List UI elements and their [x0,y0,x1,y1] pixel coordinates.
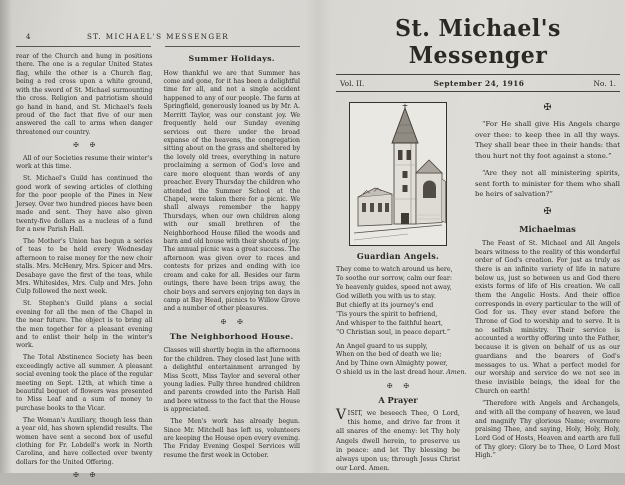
left-page-column-2 [164,53,301,485]
page-right [336,16,620,473]
left-page-columns [16,53,300,485]
scripture-quote: “Are they not all ministering spirits, sent forth to minister for them who shall be heirs of salvation?” [475,168,620,199]
left-page-header [16,32,300,43]
drop-cap: V [336,407,347,424]
paragraph: All of our Societies resume their winter's work at this time. [16,155,153,171]
figure-caption-guardian-angels: Guardian Angels. [356,251,440,261]
poem-line: “O Christian soul, in peace depart.” [336,328,451,336]
guardian-angels-poem [336,266,467,378]
issue-number: No. 1. [593,78,616,88]
paragraph: “Therefore with Angels and Archangels, and with all the company of heaven, we laud and magnify Thy glorious Name; evermore praising Thee, and saying, Holy, Holy, Holy, Lord God of Hosts, Heaven and earth are full of Thy glory: Glory be to Thee, O Lord Most High.” [475,400,620,460]
poem-line: And whisper to the faithful heart, [336,319,443,327]
paragraph: The Mother's Union has begun a series of teas to be held every Wednesday afternoon to raise money for the new choir stalls. Mrs. McHenry, Mrs. Spicer and Mrs. Desabaye gave the first of the teas, while Mrs. Whitesides, Mrs. Culp and Mrs. John Culp followed the next week. [16,237,153,296]
paragraph: How thankful we are that Summer has come and gone, for it has been a delightful time for all, and not a single accident happened to any of our people. The farm at Springfield, generously loaned us by Mr. A. Merritt Taylor, was our constant joy. We frequently held our Sunday evening services out there under the broad expanse of the heavens, the congregation sitting about on the grass and sheltered by the lovely old trees, everything in nature proclaiming a sermon of God's love and care more eloquent than words of any preacher. Every Thursday the children who attended the Summer School at the Chapel, were taken there for a picnic. We shall always remember the happy Thursdays, when our own children along with our small brethren of the Neighborhood House filled the woods and barn and old house with their shouts of joy. The annual picnic was a great success. The afternoon was given over to races and contests for prizes and ending with ice cream and cake for all. Besides our farm outings, there have been trips away, the choir boys and servers enjoying ten days in camp at Bay Head, picnics to Willow Grove and a number of other pleasures. [163,69,300,313]
page-number: 4 [26,33,31,41]
paragraph: St. Stephen's Guild plans a social evening for all the men of the Chapel in the near future. The object is to bring all the men together for a pleasant evening and to enlist their help in the winter's work. [16,300,153,350]
paragraph: St. Michael's Guild has continued the good work of sewing articles of clothing for the poor people of the Pines in New Jersey. Over two hundred pieces have been made and sent. They have also given twenty-five dollars as a nucleus of a fund for a new Parish Hall. [16,175,153,233]
left-page-column-1 [16,53,153,485]
cross-divider-icon: ✠ ✠ [73,141,96,150]
paragraph: Classes will shortly begin in the afternoons for the children. They closed last June with a delightful entertainment arranged by Miss Scott, Miss Taylor and several other young ladies. Fully three hundred children and parents crowded into the Parish Hall and bore witness to the fact that the House is appreciated. [163,347,300,414]
paragraph: The Woman's Auxiliary, though less than a year old, has shown splendid results. The women have sent a second box of useful clothing for Fr. Lobdell's work in North Carolina, and have collected over twenty dollars for the United Offering. [16,416,153,466]
right-page-column-2 [475,101,620,473]
section-heading-neighborhood-house: The Neighborhood House. [169,331,294,341]
dateline [336,74,620,92]
poem-line: And by Thine own Almighty power, [336,360,448,368]
prayer-text [336,409,460,473]
scripture-quote: “For He shall give His Angels charge over thee: to keep thee in all thy ways. They shall bear thee in their hands: that thou hurt not thy foot against a stone.” [475,120,620,161]
page-left [16,32,300,485]
poem-line: But chiefly at its journey's end [336,301,434,309]
header-rule [16,46,300,47]
cross-divider-icon: ✠ ✠ [387,382,409,391]
poem-line: An Angel guard to us supply, [336,342,428,350]
poem-line: They come to watch around us here, [336,266,453,273]
amen-label: Amen. [446,369,467,377]
poem-stanza-2 [336,342,467,379]
paragraph: rear of the Church and hung in positions there. The one is a regular United States flag, while the other is a Church flag, being a red cross upon a white ground, with the sword of St. Michael surmounting the cross. Religion and patriotism should go hand in hand, and St. Michael's feels proud of the fact that five of our men answered the call to arms when danger threatened our country. [16,53,153,136]
running-title: ST. MICHAEL'S MESSENGER [86,32,230,41]
prayer-body: ISIT, we beseech Thee, O Lord, this home, and drive far from it all snares of the enemy: let Thy holy Angels dwell herein, to preserve us in peace: and let Thy blessing be always upon us; through Jesus Christ our Lord. Amen. [336,409,460,472]
poem-line: God willeth you with us to stay. [336,292,436,300]
paragraph: The Men's work has already begun. Since Mr. Mitchell has left us, volunteers are keeping the House open every evening. The Friday Evening Gospel Services will resume the first week in October. [163,418,300,459]
poem-line: To soothe our sorrow, calm our fear: [336,274,453,282]
issue-date: September 24, 1916 [433,78,525,88]
church-engraving-icon [350,103,446,245]
michaelmas-heading: Michaelmas [519,223,576,234]
poem-line: 'Tis yours the spirit to befriend, [336,310,438,318]
right-page-columns [336,101,620,473]
right-page-column-1 [336,101,467,473]
cross-divider-icon: ✠ ✠ [220,317,243,326]
poem-line: Ye heavenly guides, speed not away, [336,283,452,291]
poem-line: O shield us in the last dread hour. Amen. [336,369,467,377]
paragraph: The Feast of St. Michael and All Angels bears witness to the reality of this wonderful order of God's creation. For just as truly as there is an infinite variety of life in nature below us, just so between us and God there exists forms of life of His creation. We call them the Angelic Hosts. And their office corresponds in every particular to the will of God for us. They ever stand before the Throne of God to worship and to serve. It is no selfish ministry. Their service is accounted a worthy offering unto the Father, because it is given on behalf of us as our guardians and the bearers of God's messages to us. What a perfect model for our worship and service do we not see in these invisible beings, the ideal for the Church on earth! [475,239,620,395]
church-illustration [349,102,447,246]
section-heading-summer-holidays: Summer Holidays. [188,54,276,63]
paragraph: The Total Abstinence Society has been exceedingly active all summer. A pleasant social evening took the place of the regular meeting on Sept. 12th, at which time a beautiful boquet of flowers was presented to Miss Leaf and a sum of money to purchase books to the Vicar. [16,354,153,412]
maltese-cross-icon: ✠ [543,102,552,113]
poem-line: When on the bed of death we lie; [336,351,442,359]
masthead-title: St. Michael's Messenger [395,14,561,70]
cross-divider-icon: ✠ ✠ [73,471,96,480]
prayer-heading: A Prayer [378,395,418,406]
maltese-cross-icon: ✠ [543,205,552,217]
volume-label: Vol. II. [340,78,365,88]
